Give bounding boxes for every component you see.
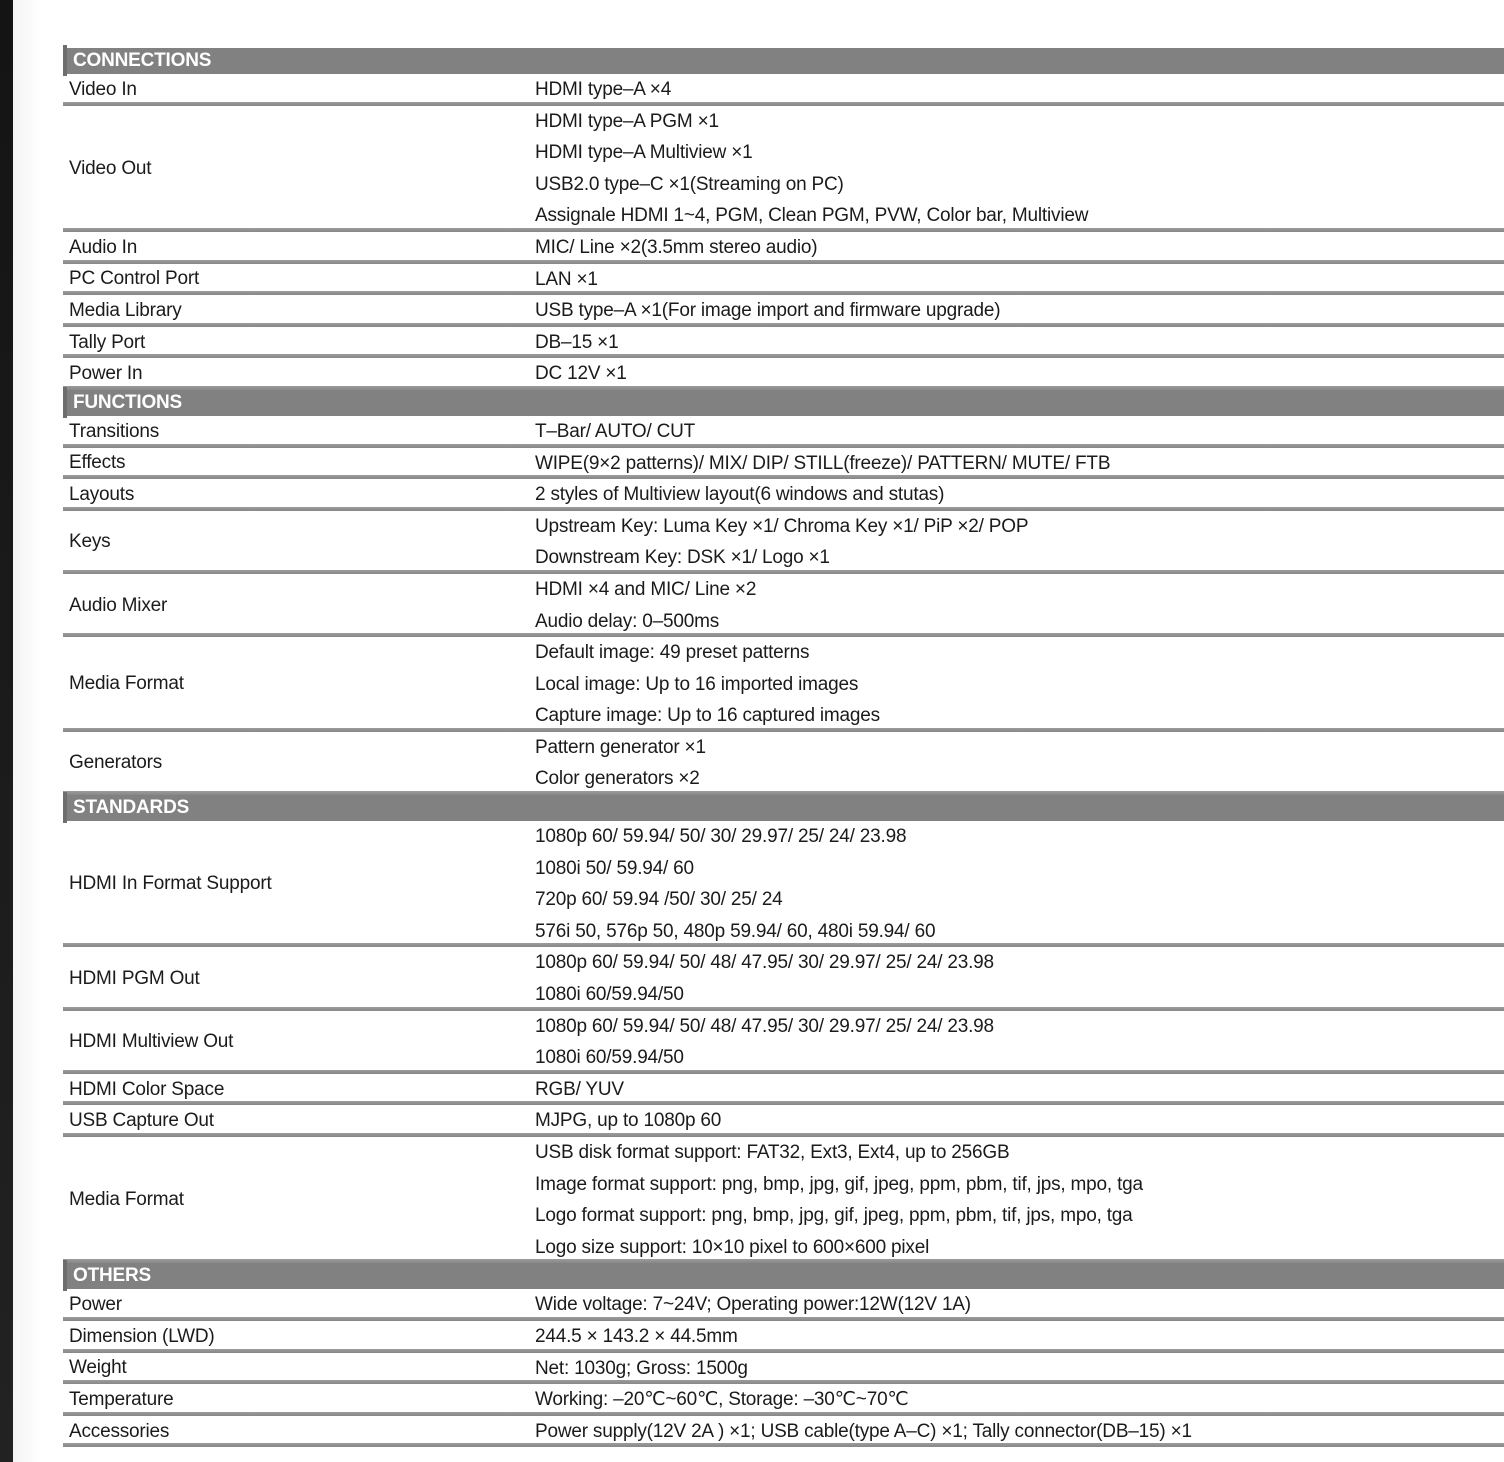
spec-row — [63, 821, 1504, 947]
spec-value: 1080i 50/ 59.94/ 60 — [535, 857, 694, 879]
spec-value: Net: 1030g; Gross: 1500g — [535, 1357, 748, 1379]
spec-label: HDMI Color Space — [69, 1078, 225, 1100]
spec-row — [63, 732, 1504, 795]
spec-value: Local image: Up to 16 imported images — [535, 673, 859, 695]
spec-row — [63, 1289, 1504, 1321]
spec-values — [535, 1384, 1504, 1416]
spec-row — [63, 448, 1504, 480]
spec-label: Video Out — [69, 157, 152, 179]
spec-values — [535, 448, 1504, 480]
spec-row — [63, 479, 1504, 511]
spec-values — [535, 232, 1504, 264]
spec-value: Image format support: png, bmp, jpg, gif, jpeg, ppm, pbm, tif, jps, mpo, tga — [535, 1173, 1143, 1195]
spec-row — [63, 327, 1504, 359]
spec-label: Transitions — [69, 420, 160, 442]
spec-value: 1080p 60/ 59.94/ 50/ 48/ 47.95/ 30/ 29.97/ 25/ 24/ 23.98 — [535, 952, 994, 974]
spec-values — [535, 947, 1504, 1010]
spec-values — [535, 74, 1504, 106]
spec-row — [63, 106, 1504, 232]
section-header-standards — [63, 795, 1504, 821]
spec-table — [63, 48, 1504, 1447]
spec-values — [535, 1321, 1504, 1353]
spec-label: PC Control Port — [69, 268, 200, 290]
spec-label: Audio Mixer — [69, 594, 168, 616]
spec-row — [63, 1074, 1504, 1106]
spec-values — [535, 1416, 1504, 1448]
spec-row — [63, 1353, 1504, 1385]
spec-label: HDMI In Format Support — [69, 873, 272, 895]
spec-row — [63, 416, 1504, 448]
spec-row — [63, 637, 1504, 732]
spec-value: RGB/ YUV — [535, 1078, 624, 1100]
section-title: STANDARDS — [73, 797, 190, 819]
spec-label: Media Library — [69, 299, 182, 321]
section-header-functions — [63, 390, 1504, 416]
section-header-others — [63, 1263, 1504, 1289]
spec-row — [63, 1384, 1504, 1416]
spec-value: 2 styles of Multiview layout(6 windows and stutas) — [535, 484, 945, 506]
spec-value: Power supply(12V 2A ) ×1; USB cable(type A–C) ×1; Tally connector(DB–15) ×1 — [535, 1420, 1192, 1442]
spec-label: USB Capture Out — [69, 1110, 214, 1132]
spec-row — [63, 232, 1504, 264]
spec-value: Upstream Key: Luma Key ×1/ Chroma Key ×1/ PiP ×2/ POP — [535, 515, 1029, 537]
spec-values — [535, 1353, 1504, 1385]
spec-value: 576i 50, 576p 50, 480p 59.94/ 60, 480i 59.94/ 60 — [535, 920, 936, 942]
spec-value: 1080p 60/ 59.94/ 50/ 48/ 47.95/ 30/ 29.97/ 25/ 24/ 23.98 — [535, 1015, 994, 1037]
left-edge-bar — [0, 0, 13, 1462]
spec-value: USB2.0 type–C ×1(Streaming on PC) — [535, 173, 844, 195]
spec-value: Assignale HDMI 1~4, PGM, Clean PGM, PVW, Color bar, Multiview — [535, 205, 1089, 227]
spec-value: DC 12V ×1 — [535, 363, 627, 385]
spec-row — [63, 1011, 1504, 1074]
spec-value: Logo size support: 10×10 pixel to 600×600 pixel — [535, 1236, 930, 1258]
spec-values — [535, 732, 1504, 795]
spec-value: LAN ×1 — [535, 268, 598, 290]
spec-label: Video In — [69, 78, 137, 100]
spec-label: Power In — [69, 363, 143, 385]
spec-label: Generators — [69, 752, 163, 774]
spec-value: Logo format support: png, bmp, jpg, gif, jpeg, ppm, pbm, tif, jps, mpo, tga — [535, 1205, 1133, 1227]
spec-row — [63, 358, 1504, 390]
spec-row — [63, 1105, 1504, 1137]
spec-values — [535, 295, 1504, 327]
spec-value: MJPG, up to 1080p 60 — [535, 1110, 722, 1132]
spec-values — [535, 416, 1504, 448]
spec-values — [535, 264, 1504, 296]
spec-value: HDMI type–A ×4 — [535, 79, 672, 100]
spec-values — [535, 1289, 1504, 1321]
spec-label: Tally Port — [69, 331, 146, 353]
spec-row — [63, 295, 1504, 327]
spec-label: Weight — [69, 1357, 127, 1379]
spec-value: DB–15 ×1 — [535, 331, 619, 353]
section-title: FUNCTIONS — [73, 391, 183, 413]
spec-label: Layouts — [69, 483, 135, 505]
spec-value: USB disk format support: FAT32, Ext3, Ext4, up to 256GB — [535, 1142, 1010, 1163]
spec-value: Wide voltage: 7~24V; Operating power:12W(12V 1A) — [535, 1294, 971, 1316]
spec-value: WIPE(9×2 patterns)/ MIX/ DIP/ STILL(freeze)/ PATTERN/ MUTE/ FTB — [535, 452, 1111, 474]
spec-values — [535, 358, 1504, 390]
spec-row — [63, 574, 1504, 637]
spec-row — [63, 1137, 1504, 1263]
spec-row — [63, 1416, 1504, 1448]
spec-row — [63, 74, 1504, 106]
spec-values — [535, 1011, 1504, 1074]
spec-value: 1080i 60/59.94/50 — [535, 1047, 684, 1069]
spec-values — [535, 479, 1504, 511]
spec-value: Default image: 49 preset patterns — [535, 642, 810, 664]
spec-label: Media Format — [69, 673, 184, 695]
spec-values — [535, 1074, 1504, 1106]
section-header-connections — [63, 48, 1504, 74]
spec-label: Keys — [69, 531, 111, 553]
spec-value: USB type–A ×1(For image import and firmware upgrade) — [535, 300, 1001, 322]
section-title: OTHERS — [73, 1265, 151, 1287]
spec-values — [535, 637, 1504, 732]
spec-value: Pattern generator ×1 — [535, 736, 706, 758]
spec-label: Audio In — [69, 236, 138, 258]
spec-row — [63, 1321, 1504, 1353]
spec-value: T–Bar/ AUTO/ CUT — [535, 420, 696, 442]
spec-label: Media Format — [69, 1189, 184, 1211]
spec-label: HDMI Multiview Out — [69, 1031, 234, 1053]
spec-value: 244.5 × 143.2 × 44.5mm — [535, 1325, 738, 1347]
left-edge-shadow — [13, 0, 55, 1462]
spec-values — [535, 327, 1504, 359]
spec-value: Color generators ×2 — [535, 768, 700, 790]
spec-value: 1080p 60/ 59.94/ 50/ 30/ 29.97/ 25/ 24/ 23.98 — [535, 826, 907, 848]
spec-value: HDMI type–A PGM ×1 — [535, 110, 719, 132]
spec-label: Power — [69, 1294, 122, 1316]
spec-values — [535, 1137, 1504, 1263]
spec-value: Working: –20℃~60℃, Storage: –30℃~70℃ — [535, 1389, 909, 1411]
spec-label: Accessories — [69, 1420, 170, 1442]
spec-label: Dimension (LWD) — [69, 1325, 215, 1347]
spec-values — [535, 106, 1504, 232]
spec-value: Capture image: Up to 16 captured images — [535, 705, 880, 727]
spec-value: HDMI type–A Multiview ×1 — [535, 142, 753, 164]
spec-row — [63, 947, 1504, 1010]
spec-value: 1080i 60/59.94/50 — [535, 984, 684, 1006]
spec-row — [63, 264, 1504, 296]
spec-label: HDMI PGM Out — [69, 968, 200, 990]
spec-value: MIC/ Line ×2(3.5mm stereo audio) — [535, 236, 818, 258]
spec-values — [535, 574, 1504, 637]
spec-label: Temperature — [69, 1388, 174, 1410]
section-title: CONNECTIONS — [73, 50, 212, 71]
spec-values — [535, 1105, 1504, 1137]
spec-label: Effects — [69, 452, 126, 474]
spec-values — [535, 511, 1504, 574]
spec-values — [535, 821, 1504, 947]
spec-value: 720p 60/ 59.94 /50/ 30/ 25/ 24 — [535, 889, 783, 911]
spec-value: Audio delay: 0–500ms — [535, 610, 720, 632]
spec-value: HDMI ×4 and MIC/ Line ×2 — [535, 578, 757, 600]
spec-row — [63, 511, 1504, 574]
spec-value: Downstream Key: DSK ×1/ Logo ×1 — [535, 547, 830, 569]
